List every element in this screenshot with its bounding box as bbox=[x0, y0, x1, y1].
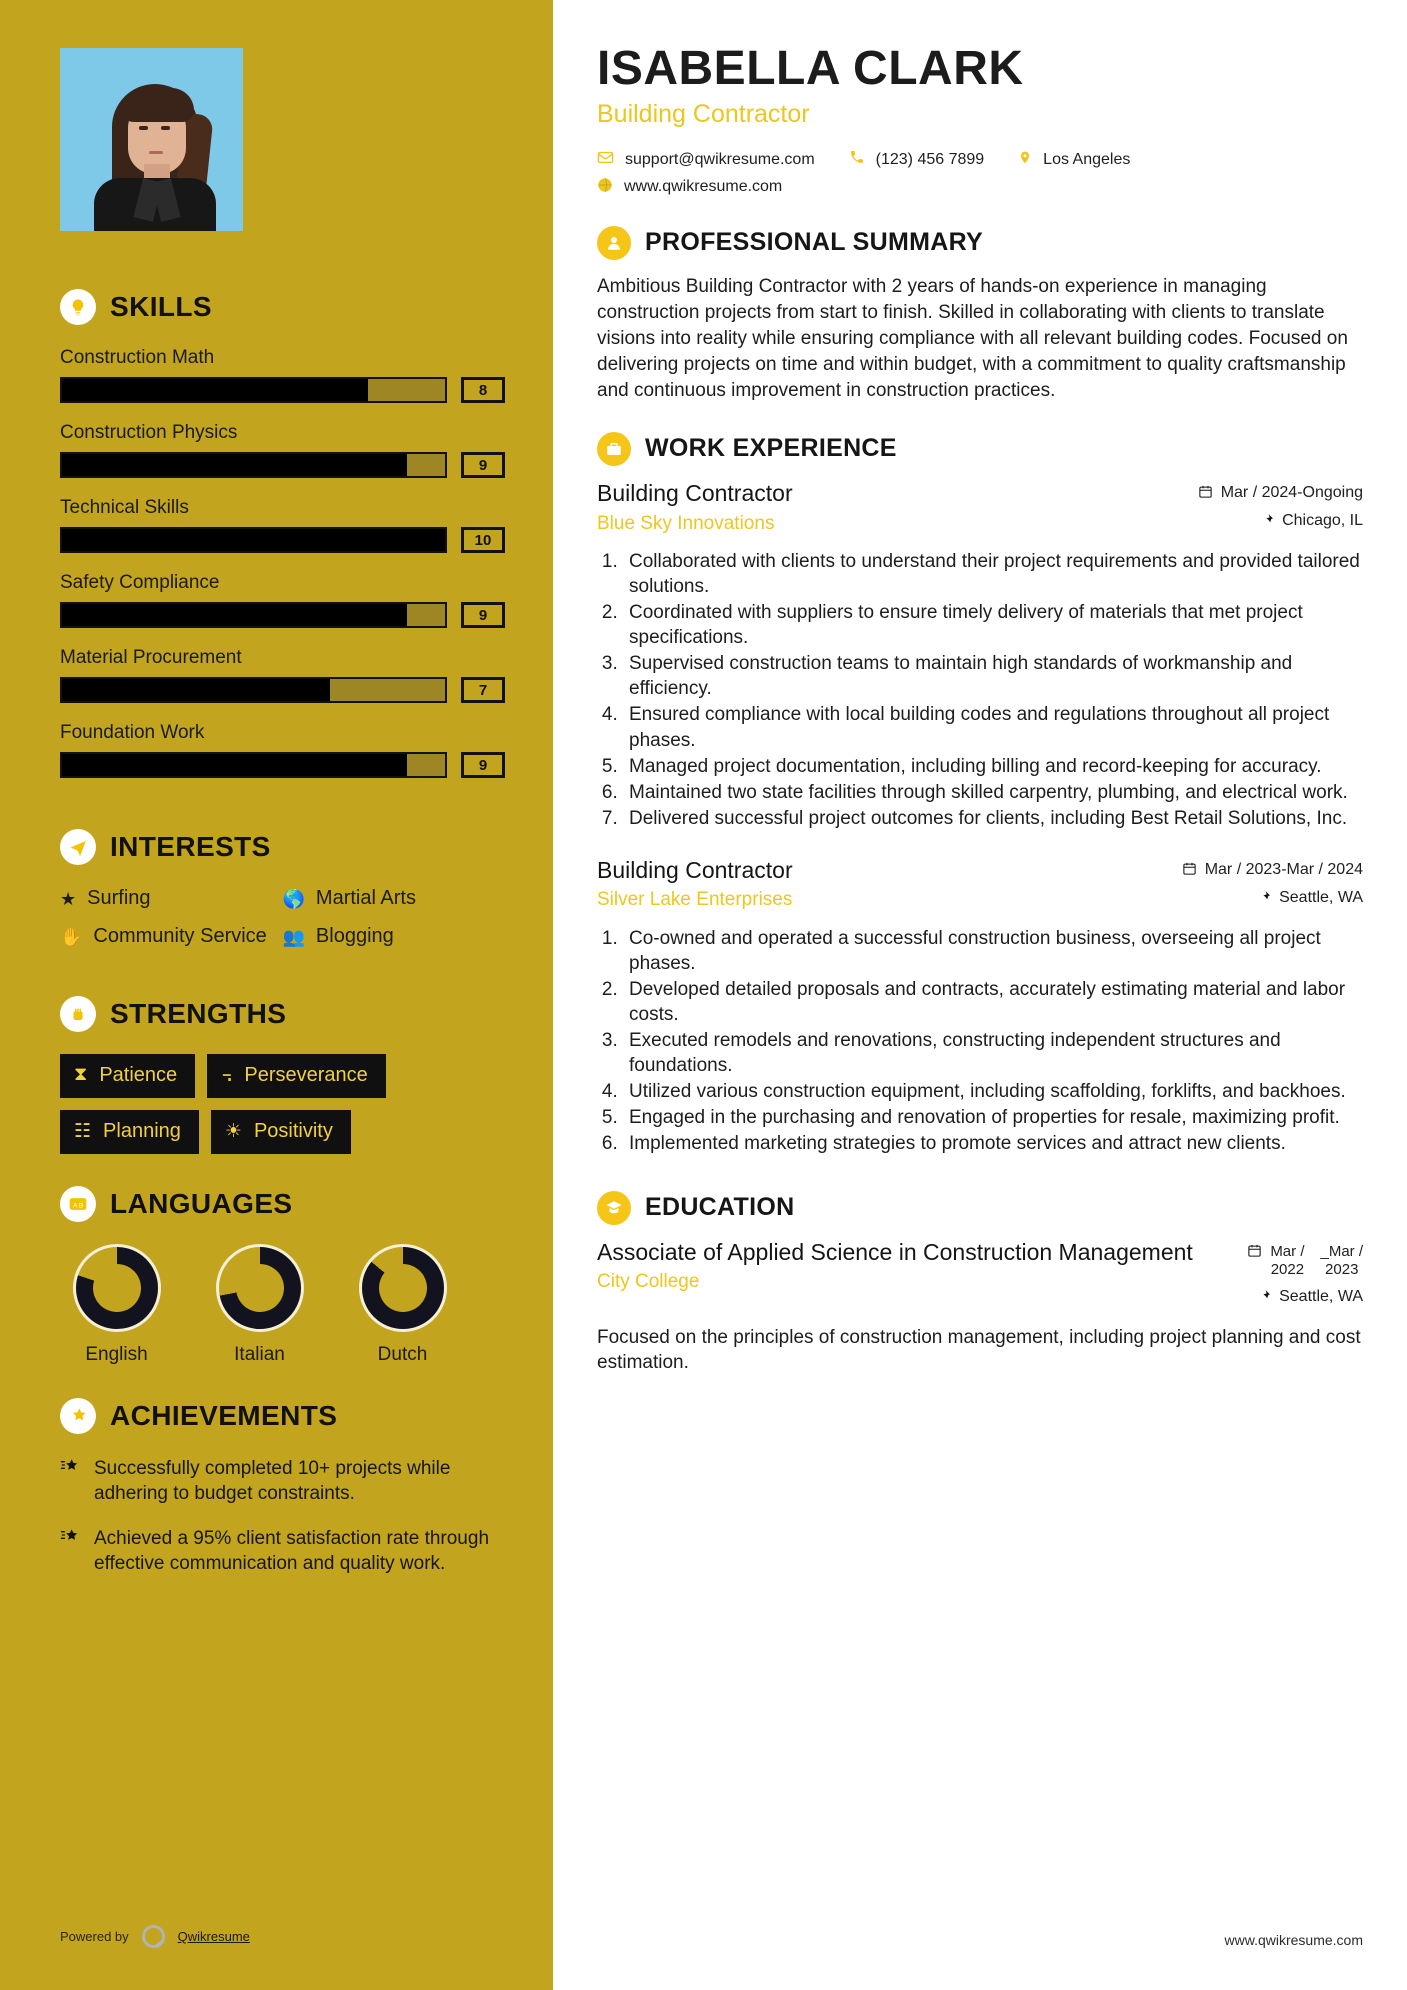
work-bullet: 3. Supervised construction teams to maintain high standards of workmanship and efficiency. bbox=[623, 651, 1363, 701]
work-bullet: 5. Managed project documentation, including billing and record-keeping for accuracy. bbox=[623, 754, 1363, 779]
globe-icon: 🌎 bbox=[282, 889, 305, 909]
skill-item bbox=[60, 347, 505, 403]
education-start-month: Mar / bbox=[1270, 1242, 1305, 1260]
work-bullet: 2. Coordinated with suppliers to ensure timely delivery of materials that met project specifications. bbox=[623, 600, 1363, 650]
qwikresume-link[interactable]: Qwikresume bbox=[177, 1929, 250, 1944]
skill-item bbox=[60, 722, 505, 778]
pin-icon bbox=[1261, 512, 1274, 531]
education-start-year: 2022 bbox=[1270, 1260, 1305, 1278]
achievement-text: Achieved a 95% client satisfaction rate through effective communication and quality work. bbox=[94, 1528, 490, 1575]
svg-text:B: B bbox=[78, 1201, 84, 1209]
skills-list bbox=[60, 347, 505, 778]
work-bullet: 1. Collaborated with clients to understand their project requirements and provided tailored solutions. bbox=[623, 549, 1363, 599]
graduation-icon bbox=[597, 1191, 631, 1225]
interests-list bbox=[60, 887, 505, 964]
education-dates bbox=[1247, 1243, 1363, 1279]
skill-score: 10 bbox=[461, 527, 505, 553]
skill-label: Safety Compliance bbox=[60, 572, 220, 593]
profile-photo bbox=[60, 48, 243, 231]
work-dates-text: Mar / 2023-Mar / 2024 bbox=[1204, 861, 1363, 879]
skills-section-header bbox=[60, 289, 505, 325]
skill-label: Construction Math bbox=[60, 347, 215, 368]
language-label: Italian bbox=[234, 1343, 285, 1365]
education-location bbox=[1247, 1288, 1363, 1307]
strength-chip bbox=[207, 1054, 386, 1098]
strengths-section-header bbox=[60, 996, 505, 1032]
interest-label: Surfing bbox=[87, 887, 151, 909]
strengths-list bbox=[60, 1054, 505, 1154]
interest-item bbox=[60, 887, 283, 911]
contact-phone-text: (123) 456 7899 bbox=[875, 150, 985, 168]
achievement-item bbox=[60, 1526, 505, 1577]
work-entry bbox=[597, 480, 1363, 831]
contact-phone[interactable] bbox=[849, 149, 985, 170]
contact-email-text: support@qwikresume.com bbox=[625, 150, 815, 168]
calendar-icon bbox=[1198, 484, 1213, 503]
skill-score: 8 bbox=[461, 377, 505, 403]
strength-chip bbox=[60, 1054, 195, 1098]
road-icon: ꓾ bbox=[221, 1064, 233, 1086]
lightbulb-icon bbox=[60, 289, 96, 325]
globe-icon bbox=[597, 177, 613, 198]
skill-item bbox=[60, 497, 505, 553]
sidebar bbox=[0, 0, 553, 1990]
skill-bar-track bbox=[60, 377, 447, 403]
work-bullet: 3. Executed remodels and renovations, constructing independent structures and foundations. bbox=[623, 1028, 1363, 1078]
interest-item bbox=[60, 925, 283, 949]
languages-heading: LANGUAGES bbox=[110, 1187, 293, 1219]
skills-heading: SKILLS bbox=[110, 291, 212, 322]
skill-bar-track bbox=[60, 677, 447, 703]
interests-section-header bbox=[60, 829, 505, 865]
work-location-text: Chicago, IL bbox=[1282, 512, 1363, 530]
languages-section-header bbox=[60, 1186, 505, 1222]
powered-by-label: Powered by bbox=[60, 1929, 129, 1944]
work-organization: Silver Lake Enterprises bbox=[597, 889, 793, 911]
strengths-heading: STRENGTHS bbox=[110, 997, 287, 1029]
achievements-section-header bbox=[60, 1398, 505, 1434]
contact-website[interactable] bbox=[597, 177, 782, 198]
contact-location bbox=[1018, 149, 1130, 171]
work-bullets bbox=[623, 926, 1363, 1157]
main-content bbox=[553, 0, 1407, 1990]
language-donut-chart bbox=[73, 1244, 161, 1332]
skill-item bbox=[60, 647, 505, 703]
education-heading: EDUCATION bbox=[645, 1193, 795, 1222]
fist-icon bbox=[60, 996, 96, 1032]
work-heading: WORK EXPERIENCE bbox=[645, 434, 897, 463]
contact-location-text: Los Angeles bbox=[1043, 150, 1131, 168]
language-donut-chart bbox=[359, 1244, 447, 1332]
work-bullet: 7. Delivered successful project outcomes for clients, including Best Retail Solutions, Inc. bbox=[623, 806, 1363, 831]
interest-label: Community Service bbox=[93, 925, 267, 948]
briefcase-icon bbox=[597, 432, 631, 466]
strength-label: Planning bbox=[103, 1119, 181, 1142]
achievement-item bbox=[60, 1456, 505, 1507]
work-bullet: 5. Engaged in the purchasing and renovation of properties for resale, maximizing profit. bbox=[623, 1105, 1363, 1130]
work-location bbox=[1198, 512, 1363, 531]
work-location bbox=[1182, 889, 1363, 908]
skill-label: Technical Skills bbox=[60, 497, 189, 518]
education-end-year: 2023 bbox=[1325, 1260, 1359, 1278]
language-donut-chart bbox=[216, 1244, 304, 1332]
skill-score: 9 bbox=[461, 602, 505, 628]
paper-plane-icon bbox=[60, 829, 96, 865]
work-bullet: 2. Developed detailed proposals and contracts, accurately estimating material and labor costs. bbox=[623, 977, 1363, 1027]
strength-chip bbox=[211, 1110, 351, 1154]
summary-text: Ambitious Building Contractor with 2 years of hands-on experience in managing construction projects from start to finish. Skilled in collaborating with clients to translate visions into reality while ensuring compliance with all relevant building codes. Focused on delivering projects on time and within budget, with a commitment to quality craftsmanship and continuous improvement in construction practices. bbox=[597, 275, 1348, 401]
user-circle-icon bbox=[597, 226, 631, 260]
language-label: Dutch bbox=[377, 1343, 428, 1365]
shooting-star-icon bbox=[60, 1398, 96, 1434]
people-group-icon: 👥 bbox=[282, 927, 305, 948]
shooting-star-bullet-icon bbox=[60, 1526, 80, 1577]
skill-item bbox=[60, 572, 505, 628]
skill-label: Foundation Work bbox=[60, 722, 205, 743]
education-section-header bbox=[597, 1191, 1363, 1225]
contact-row-primary bbox=[597, 149, 1363, 171]
work-bullet: 6. Implemented marketing strategies to promote services and attract new clients. bbox=[623, 1131, 1363, 1156]
language-label: English bbox=[85, 1343, 148, 1365]
skill-bar-track bbox=[60, 602, 447, 628]
language-item bbox=[346, 1244, 459, 1366]
work-organization: Blue Sky Innovations bbox=[597, 512, 775, 534]
skill-item bbox=[60, 422, 505, 478]
achievements-heading: ACHIEVEMENTS bbox=[110, 1399, 338, 1431]
education-entry bbox=[597, 1239, 1363, 1376]
work-bullet: 1. Co-owned and operated a successful construction business, overseeing all project phases. bbox=[623, 926, 1363, 976]
achievements-list bbox=[60, 1456, 505, 1577]
envelope-icon bbox=[597, 149, 614, 171]
interest-label: Blogging bbox=[315, 925, 394, 948]
work-location-text: Seattle, WA bbox=[1279, 889, 1363, 907]
qwikresume-logo-icon bbox=[142, 1925, 165, 1948]
interest-item bbox=[283, 887, 506, 911]
hand-icon: ✋ bbox=[60, 927, 83, 948]
location-pin-icon bbox=[1018, 149, 1032, 171]
pin-icon bbox=[1258, 1288, 1271, 1307]
job-title: Building Contractor bbox=[597, 99, 810, 128]
sun-icon: ☀ bbox=[224, 1120, 242, 1142]
language-item bbox=[203, 1244, 316, 1366]
strength-chip bbox=[60, 1110, 199, 1154]
contact-website-text: www.qwikresume.com bbox=[624, 178, 783, 196]
translate-icon bbox=[60, 1186, 96, 1222]
calendar-icon bbox=[1182, 861, 1197, 880]
work-entry bbox=[597, 857, 1363, 1157]
work-dates-text: Mar / 2024-Ongoing bbox=[1220, 484, 1363, 502]
education-school: City College bbox=[597, 1271, 700, 1293]
skill-score: 9 bbox=[461, 452, 505, 478]
strength-label: Positivity bbox=[253, 1119, 333, 1142]
contact-row-secondary bbox=[597, 177, 1363, 198]
skill-bar-track bbox=[60, 452, 447, 478]
work-role: Building Contractor bbox=[597, 856, 793, 883]
work-dates bbox=[1198, 484, 1363, 503]
phone-icon bbox=[849, 149, 865, 170]
calendar-icon bbox=[1247, 1243, 1262, 1262]
work-role: Building Contractor bbox=[597, 479, 793, 506]
shooting-star-bullet-icon bbox=[60, 1456, 80, 1507]
languages-list bbox=[60, 1244, 505, 1366]
interest-item bbox=[283, 925, 506, 949]
achievement-text: Successfully completed 10+ projects while adhering to budget constraints. bbox=[94, 1457, 451, 1504]
svg-text:A: A bbox=[73, 1201, 78, 1209]
summary-heading: PROFESSIONAL SUMMARY bbox=[645, 228, 983, 257]
pin-icon bbox=[1258, 889, 1271, 908]
language-item bbox=[60, 1244, 173, 1366]
work-section-header bbox=[597, 432, 1363, 466]
work-bullet: 6. Maintained two state facilities through skilled carpentry, plumbing, and electrical work. bbox=[623, 780, 1363, 805]
skill-label: Material Procurement bbox=[60, 647, 242, 668]
contact-email[interactable] bbox=[597, 149, 815, 171]
calendar-icon: ☷ bbox=[74, 1120, 92, 1142]
hourglass-icon: ⧗ bbox=[74, 1064, 88, 1086]
work-bullet: 4. Utilized various construction equipment, including scaffolding, forklifts, and backhoes. bbox=[623, 1079, 1363, 1104]
work-bullets bbox=[623, 549, 1363, 831]
star-icon: ★ bbox=[60, 889, 77, 909]
education-location-text: Seattle, WA bbox=[1279, 1288, 1363, 1306]
education-end-month: _Mar / bbox=[1320, 1242, 1363, 1260]
education-degree: Associate of Applied Science in Construction Management bbox=[597, 1238, 1193, 1265]
sidebar-footer bbox=[60, 1925, 250, 1948]
skill-label: Construction Physics bbox=[60, 422, 238, 443]
skill-bar-track bbox=[60, 752, 447, 778]
skill-score: 7 bbox=[461, 677, 505, 703]
strength-label: Perseverance bbox=[244, 1063, 368, 1086]
education-description: Focused on the principles of construction management, including project planning and cost estimation. bbox=[597, 1326, 1361, 1374]
skill-bar-track bbox=[60, 527, 447, 553]
page-title: ISABELLA CLARK bbox=[597, 42, 1024, 95]
interest-label: Martial Arts bbox=[315, 887, 416, 909]
summary-section-header bbox=[597, 226, 1363, 260]
skill-score: 9 bbox=[461, 752, 505, 778]
work-dates bbox=[1182, 861, 1363, 880]
main-footer-url: www.qwikresume.com bbox=[1224, 1932, 1363, 1948]
work-bullet: 4. Ensured compliance with local building codes and regulations throughout all project phases. bbox=[623, 702, 1363, 752]
strength-label: Patience bbox=[99, 1063, 178, 1086]
interests-heading: INTERESTS bbox=[110, 831, 271, 862]
